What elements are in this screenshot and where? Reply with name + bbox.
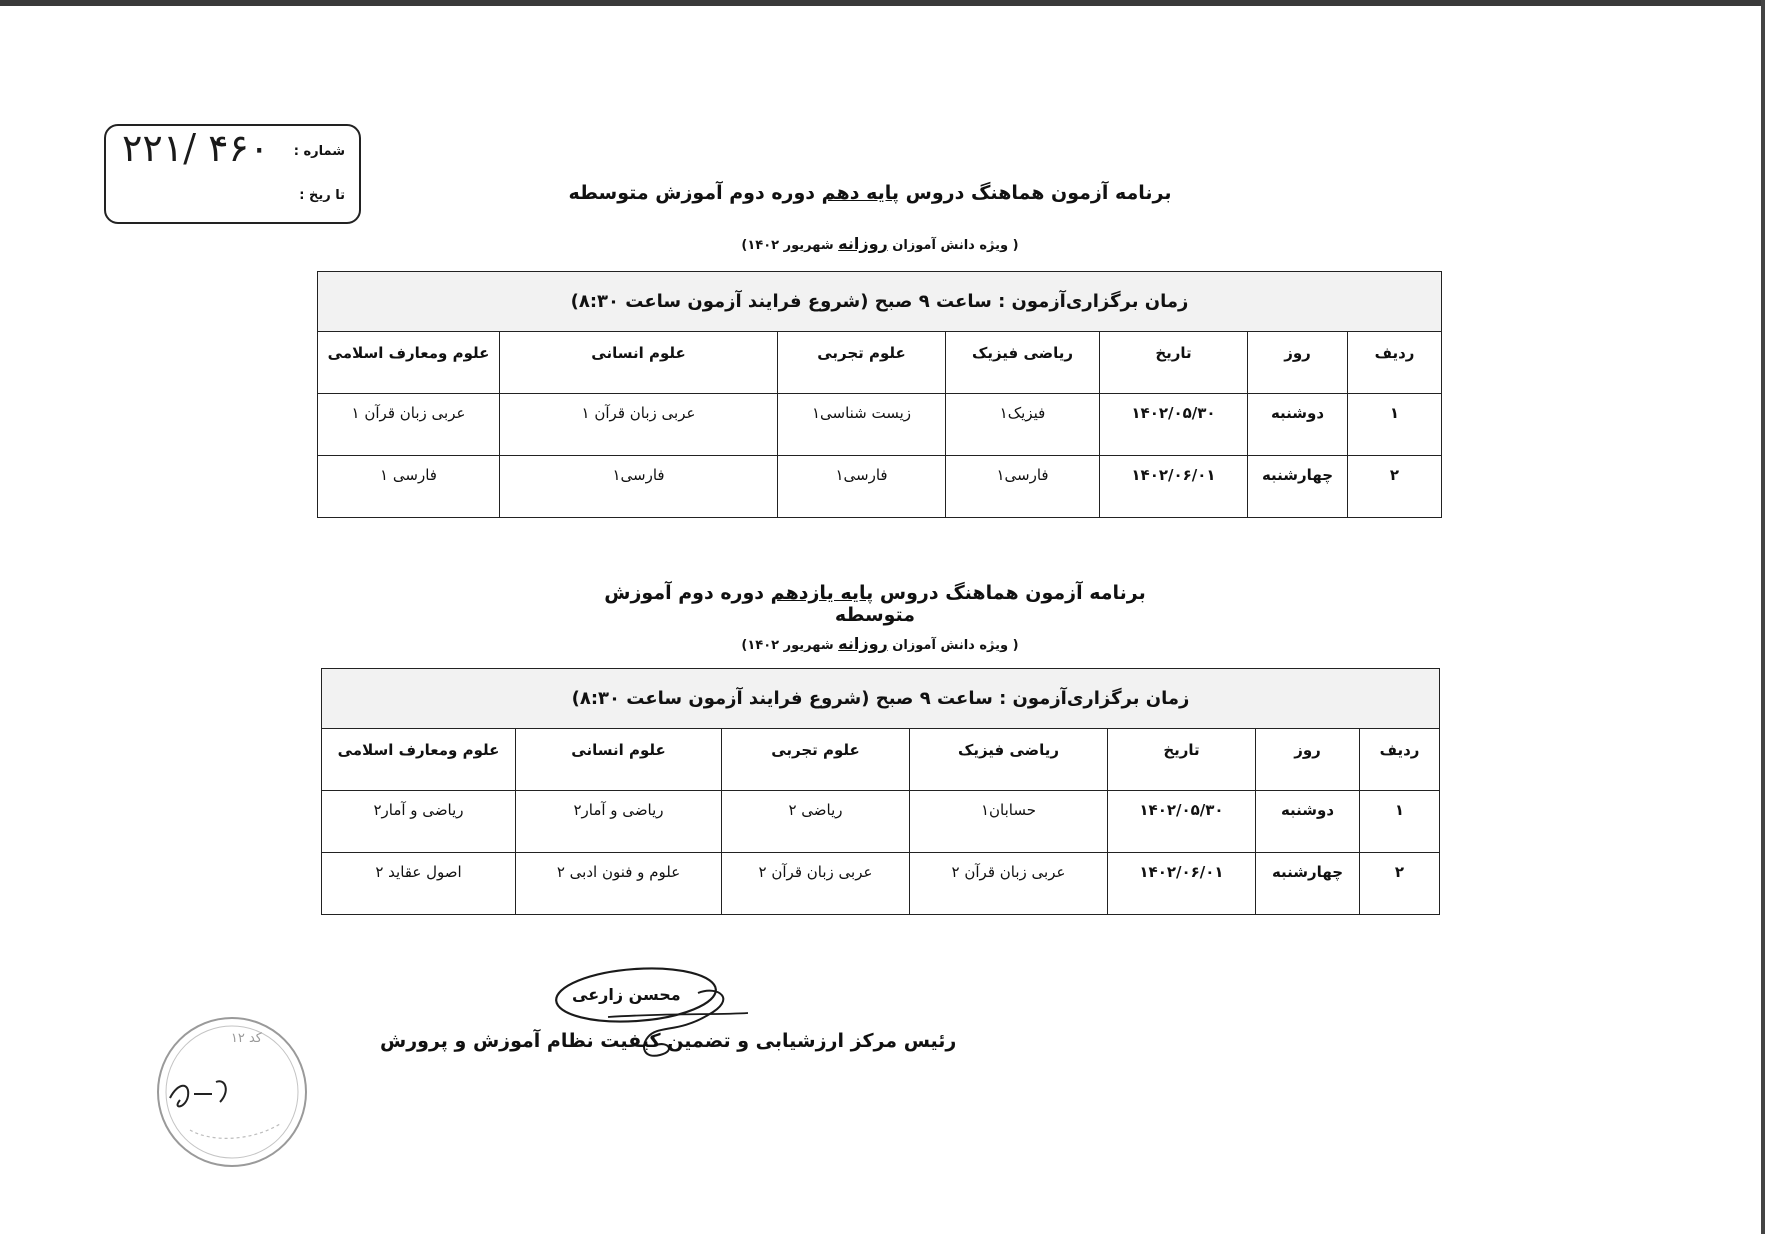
section2-subtitle-type: روزانه: [838, 634, 888, 653]
header-cell: ریاضی فیزیک: [910, 729, 1108, 791]
day-cell: دوشنبه: [1248, 394, 1348, 456]
header-cell: علوم انسانی: [516, 729, 722, 791]
subject-cell: عربی زبان قرآن ۱: [318, 394, 500, 456]
date-cell: ۱۴۰۲/۰۵/۳۰: [1108, 791, 1256, 853]
date-cell: ۱۴۰۲/۰۵/۳۰: [1100, 394, 1248, 456]
row-number: ۱: [1360, 791, 1440, 853]
date-label: تا ریخ :: [299, 188, 345, 203]
header-cell: ردیف: [1360, 729, 1440, 791]
section2-title: [565, 582, 1185, 626]
section1-subtitle-type: روزانه: [838, 234, 888, 253]
subject-cell: زیست شناسی۱: [778, 394, 946, 456]
subject-cell: عربی زبان قرآن ۲: [722, 853, 910, 915]
header-cell: تاریخ: [1100, 332, 1248, 394]
scan-top-edge: [0, 0, 1765, 6]
subject-cell: اصول عقاید ۲: [322, 853, 516, 915]
subject-cell: ریاضی و آمار۲: [322, 791, 516, 853]
subject-cell: فارسی۱: [778, 456, 946, 518]
header-cell: علوم انسانی: [500, 332, 778, 394]
subject-cell: حسابان۱: [910, 791, 1108, 853]
official-stamp-icon: [150, 1012, 315, 1172]
subject-cell: فارسی ۱: [318, 456, 500, 518]
scan-right-edge: [1761, 0, 1765, 1234]
subject-cell: ریاضی ۲: [722, 791, 910, 853]
section2-table: [321, 668, 1440, 915]
subject-cell: فارسی۱: [946, 456, 1100, 518]
section1-subtitle: [700, 234, 1060, 253]
header-cell: علوم تجربی: [722, 729, 910, 791]
signatory-role: رئیس مرکز ارزشیابی و تضمین کیفیت نظام آموزش و پرورش: [380, 1030, 957, 1052]
subject-cell: عربی زبان قرآن ۱: [500, 394, 778, 456]
day-cell: دوشنبه: [1256, 791, 1360, 853]
subject-cell: عربی زبان قرآن ۲: [910, 853, 1108, 915]
subject-cell: فیزیک۱: [946, 394, 1100, 456]
day-cell: چهارشنبه: [1256, 853, 1360, 915]
header-cell: روز: [1248, 332, 1348, 394]
header-cell: علوم تجربی: [778, 332, 946, 394]
section2-subtitle-post: شهریور ۱۴۰۲): [741, 638, 839, 653]
section1-header-row: [318, 332, 1442, 394]
table-row: [322, 853, 1440, 915]
letter-number-box: [104, 124, 361, 224]
table-row: [322, 791, 1440, 853]
section1-title: [560, 182, 1180, 204]
date-cell: ۱۴۰۲/۰۶/۰۱: [1100, 456, 1248, 518]
number-label: شماره :: [293, 144, 345, 159]
table-row: [318, 394, 1442, 456]
row-number: ۲: [1360, 853, 1440, 915]
header-cell: علوم ومعارف اسلامی: [318, 332, 500, 394]
section1-title-pre: برنامه آزمون هماهنگ دروس: [899, 182, 1172, 204]
section2-subtitle-pre: ( ویژه دانش آموزان: [887, 638, 1019, 653]
handwritten-number: ۴۶۰ /۲۲۱: [122, 126, 270, 170]
header-cell: تاریخ: [1108, 729, 1256, 791]
section2-title-grade: پایه یازدهم: [770, 582, 874, 604]
header-cell: ردیف: [1348, 332, 1442, 394]
section2-header-row: [322, 729, 1440, 791]
signature-scribble-icon: [548, 955, 748, 1075]
header-cell: علوم ومعارف اسلامی: [322, 729, 516, 791]
day-cell: چهارشنبه: [1248, 456, 1348, 518]
section2-title-pre: برنامه آزمون هماهنگ دروس: [873, 582, 1146, 604]
subject-cell: علوم و فنون ادبی ۲: [516, 853, 722, 915]
section1-subtitle-pre: ( ویژه دانش آموزان: [887, 238, 1019, 253]
section1-caption: زمان برگزاری‌آزمون : ساعت ۹ صبح (شروع فرایند آزمون ساعت ۸:۳۰): [318, 272, 1442, 332]
section2-subtitle: [700, 634, 1060, 653]
row-number: ۲: [1348, 456, 1442, 518]
section1-subtitle-post: شهریور ۱۴۰۲): [741, 238, 839, 253]
header-cell: روز: [1256, 729, 1360, 791]
stamp-code: کد ۱۲: [230, 1031, 262, 1046]
section2-caption: زمان برگزاری‌آزمون : ساعت ۹ صبح (شروع فرایند آزمون ساعت ۸:۳۰): [322, 669, 1440, 729]
header-cell: ریاضی فیزیک: [946, 332, 1100, 394]
date-cell: ۱۴۰۲/۰۶/۰۱: [1108, 853, 1256, 915]
section1-table: [317, 271, 1442, 518]
subject-cell: ریاضی و آمار۲: [516, 791, 722, 853]
section2-title-post: دوره دوم آموزش متوسطه: [604, 582, 916, 626]
section1-title-post: دوره دوم آموزش متوسطه: [568, 182, 822, 204]
subject-cell: فارسی۱: [500, 456, 778, 518]
table-row: [318, 456, 1442, 518]
section1-title-grade: پایه دهم: [821, 182, 900, 204]
row-number: ۱: [1348, 394, 1442, 456]
signatory-name: محسن زارعی: [572, 985, 681, 1004]
